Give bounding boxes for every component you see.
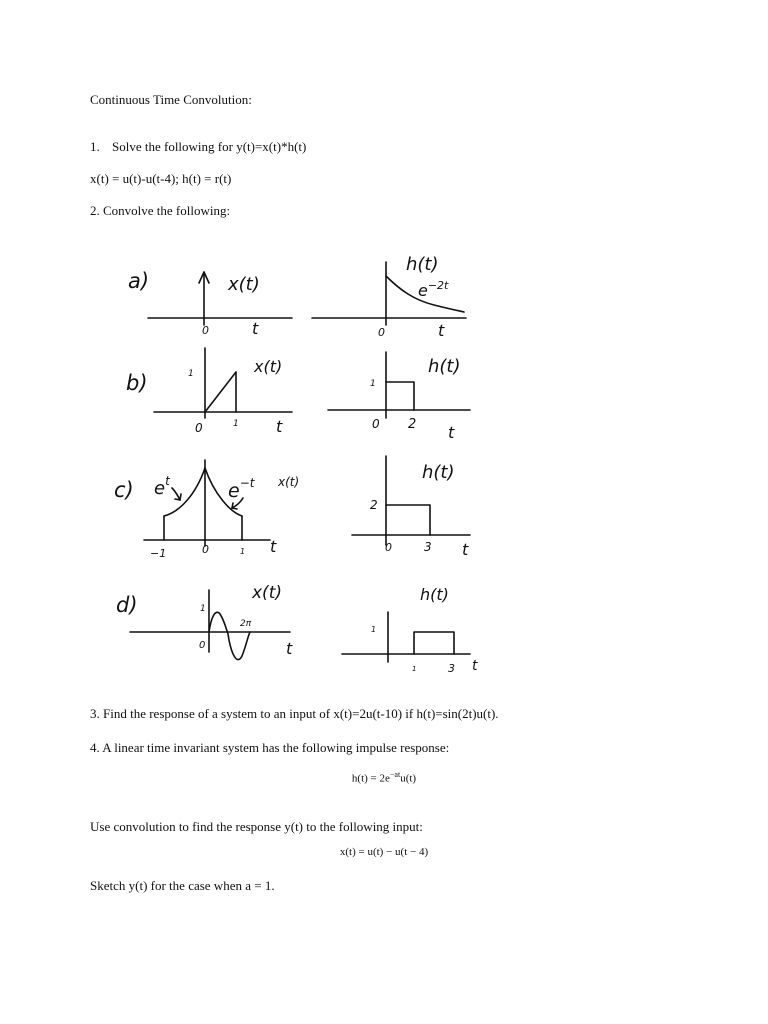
b-h-tick: 2: [408, 417, 417, 432]
d-x-origin: 0: [199, 640, 206, 651]
b-x-ramp: [205, 372, 236, 412]
b-h-level: 1: [370, 379, 376, 389]
b-x-tick: 1: [233, 419, 239, 429]
d-x-label: x(t): [252, 583, 282, 603]
a-h-t-label: t: [438, 321, 445, 340]
c-x-rising-curve: [164, 468, 205, 516]
impulse-response-equation: [0, 770, 768, 785]
question-2-text: 2. Convolve the following:: [90, 203, 231, 218]
impulse-response-exponent: −at: [389, 770, 401, 779]
a-h-curve-label: $e^{-2t}$: [418, 279, 449, 300]
c-x-left-tick: −1: [150, 547, 167, 560]
page-title: Continuous Time Convolution:: [90, 92, 252, 107]
a-part-label: a): [128, 269, 150, 293]
d-h-level: 1: [371, 625, 377, 634]
c-x-right-curve-label: $e^{-t}$: [228, 476, 255, 502]
a-h-origin: 0: [378, 326, 385, 339]
b-h-label: h(t): [428, 356, 461, 377]
d-part-label: d): [116, 593, 138, 617]
question-3: 3. Find the response of a system to an input of x(t)=2u(t-10) if h(t)=sin(2t)u(t).: [90, 706, 499, 721]
impulse-response-lhs: h(t) = 2e: [351, 772, 390, 785]
c-h-origin: 0: [385, 541, 392, 554]
b-h-origin: 0: [372, 417, 380, 431]
d-h-tick-2: 3: [448, 662, 455, 675]
c-h-t-label: t: [462, 540, 469, 559]
c-h-level: 2: [370, 498, 378, 512]
d-x-t-label: t: [286, 639, 293, 658]
a-x-label: x(t): [228, 274, 260, 295]
d-x-level: 1: [200, 604, 206, 614]
c-h-tick: 3: [424, 540, 432, 554]
c-x-label: x(t): [278, 475, 300, 489]
a-h-label: h(t): [406, 254, 439, 275]
b-x-origin: 0: [195, 421, 203, 435]
d-h-pulse: [414, 632, 454, 654]
sketch-a-h: [312, 262, 466, 325]
b-x-label: x(t): [254, 357, 283, 376]
d-h-tick-1: 1: [412, 665, 417, 673]
question-1-number: 1.: [90, 139, 100, 154]
sketch-c-x: [144, 460, 270, 546]
question-4-sketch: Sketch y(t) for the case when a = 1.: [90, 878, 275, 893]
d-h-t-label: t: [472, 658, 478, 674]
b-h-t-label: t: [448, 423, 455, 442]
c-x-t-label: t: [270, 537, 277, 556]
b-x-t-label: t: [276, 417, 283, 436]
c-part-label: c): [114, 478, 134, 502]
c-h-pulse: [386, 505, 430, 535]
b-x-level: 1: [188, 369, 194, 379]
c-x-left-curve-label: $e^t$: [154, 474, 170, 499]
question-4-text: 4. A linear time invariant system has the following impulse response:: [90, 740, 450, 755]
question-4-prompt: Use convolution to find the response y(t) to the following input:: [90, 819, 423, 834]
input-equation: x(t) = u(t) − u(t − 4): [339, 846, 429, 858]
sketch-d-h: [342, 612, 470, 662]
question-1-text: Solve the following for y(t)=x(t)*h(t): [112, 139, 307, 154]
question-1-given: x(t) = u(t)-u(t-4); h(t) = r(t): [90, 171, 232, 186]
sketch-a-x: [148, 272, 292, 325]
a-x-origin: 0: [202, 324, 209, 337]
c-x-left-arrow: [172, 488, 180, 500]
c-x-origin: 0: [202, 543, 209, 556]
impulse-response-step: u(t): [400, 772, 417, 785]
a-x-t-label: t: [252, 319, 259, 338]
d-h-label: h(t): [420, 585, 449, 604]
d-x-period: 2π: [240, 619, 252, 629]
c-h-label: h(t): [422, 462, 455, 483]
b-part-label: b): [126, 371, 148, 395]
c-x-right-tick: 1: [240, 547, 246, 556]
b-h-pulse: [386, 382, 414, 410]
